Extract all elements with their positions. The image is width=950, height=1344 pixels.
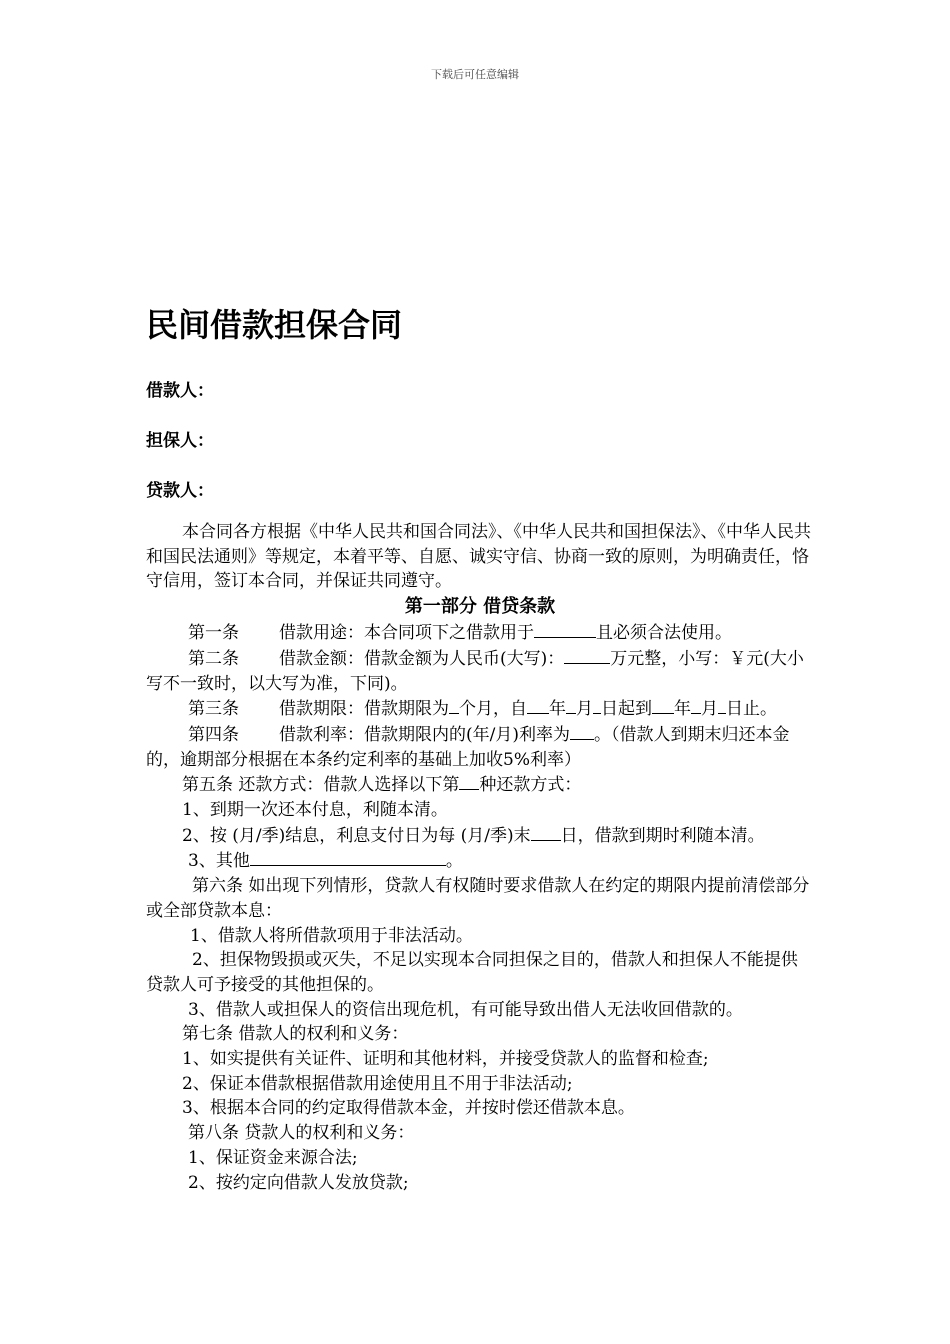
article-2-text: 借款金额：借款金额为人民币(大写)： (279, 648, 565, 669)
start-month-blank (566, 696, 576, 714)
rate-blank (570, 722, 594, 740)
start-year-blank (527, 696, 549, 714)
article-3-end-year: 年 (674, 699, 691, 720)
article-3-tail: 日止。 (726, 699, 777, 720)
article-2 (146, 646, 814, 696)
article-7-item-1: 1、如实提供有关证件、证明和其他材料，并接受贷款人的监督和检查; (182, 1049, 709, 1070)
article-5 (146, 772, 814, 798)
article-1-number: 第一条 (188, 623, 239, 644)
end-year-blank (652, 696, 674, 714)
contract-body (146, 520, 814, 1195)
article-3-end-month: 月 (701, 699, 718, 720)
preamble: 本合同各方根据《中华人民共和国合同法》、《中华人民共和国担保法》、《中华人民共和国民法通则》等规定，本着平等、自愿、诚实守信、协商一致的原则，为明确责任，恪守信用，签订本合同，并保证共同遵守。 (146, 522, 811, 592)
article-6-item-3: 3、借款人或担保人的资信出现危机，有可能导致出借人无法收回借款的。 (188, 999, 743, 1020)
article-3-year: 年 (549, 699, 566, 720)
end-month-blank (691, 696, 701, 714)
article-4-number: 第四条 (188, 724, 239, 745)
article-5-text: 第五条 还款方式：借款人选择以下第 (182, 775, 460, 796)
article-1 (146, 620, 814, 646)
article-3-month: 月 (576, 699, 593, 720)
article-5-item-2-text: 2、按 (月/季)结息，利息支付日为每 (月/季)末 (182, 825, 531, 846)
article-3-from: 个月，自 (459, 699, 527, 720)
article-5-item-3-text: 3、其他 (188, 851, 250, 872)
payment-day-blank (531, 823, 561, 841)
article-8-item-1: 1、保证资金来源合法; (188, 1147, 358, 1168)
article-3-text: 借款期限：借款期限为 (279, 699, 449, 720)
article-5-item-2 (146, 823, 814, 849)
article-6-item-1: 1、借款人将所借款项用于非法活动。 (190, 925, 473, 946)
repayment-option-blank (459, 772, 479, 790)
article-5-item-3 (146, 848, 814, 874)
article-3-to: 日起到 (601, 699, 652, 720)
start-day-blank (593, 696, 601, 714)
article-1-text: 借款用途：本合同项下之借款用于 (279, 623, 534, 644)
page-header: 下载后可任意编辑 (431, 68, 519, 81)
article-4-text: 借款利率：借款期限内的(年/月)利率为 (279, 724, 570, 745)
purpose-blank (534, 620, 596, 638)
borrower-label: 借款人： (146, 381, 214, 401)
article-5-tail: 种还款方式： (479, 775, 582, 796)
document-title: 民间借款担保合同 (146, 306, 403, 344)
article-5-item-3-tail: 。 (445, 851, 463, 872)
article-6: 第六条 如出现下列情形，贷款人有权随时要求借款人在约定的期限内提前清偿部分或全部贷款本息： (146, 876, 810, 921)
part-heading: 第一部分 借贷条款 (404, 596, 556, 618)
other-method-blank (250, 848, 446, 866)
article-8-item-2: 2、按约定向借款人发放贷款; (188, 1172, 409, 1193)
article-5-item-1: 1、到期一次还本付息，利随本清。 (182, 800, 448, 821)
article-3-number: 第三条 (188, 699, 239, 720)
article-8: 第八条 贷款人的权利和义务： (188, 1123, 415, 1144)
article-2-tail: 万元整，小写：￥元(大小写不一致时，以大写为准，下同)。 (146, 648, 804, 694)
article-7-item-2: 2、保证本借款根据借款用途使用且不用于非法活动; (182, 1073, 573, 1094)
article-2-number: 第二条 (188, 648, 239, 669)
amount-blank (564, 646, 610, 664)
guarantor-label: 担保人： (146, 431, 214, 451)
article-3 (146, 696, 814, 722)
article-5-item-2-tail: 日，借款到期时利随本清。 (560, 825, 765, 846)
months-blank (449, 696, 459, 714)
article-4 (146, 722, 814, 772)
article-6-item-2: 2、担保物毁损或灭失，不足以实现本合同担保之目的，借款人和担保人不能提供贷款人可予接受的其他担保的。 (146, 950, 798, 995)
article-1-tail: 且必须合法使用。 (596, 623, 732, 644)
article-4-tail: 。（借款人到期末归还本金的，逾期部分根据在本条约定利率的基础上加收5%利率） (146, 724, 790, 770)
lender-label: 贷款人： (146, 481, 214, 501)
article-7: 第七条 借款人的权利和义务： (182, 1024, 409, 1045)
end-day-blank (718, 696, 726, 714)
article-7-item-3: 3、根据本合同的约定取得借款本金，并按时偿还借款本息。 (182, 1098, 635, 1119)
